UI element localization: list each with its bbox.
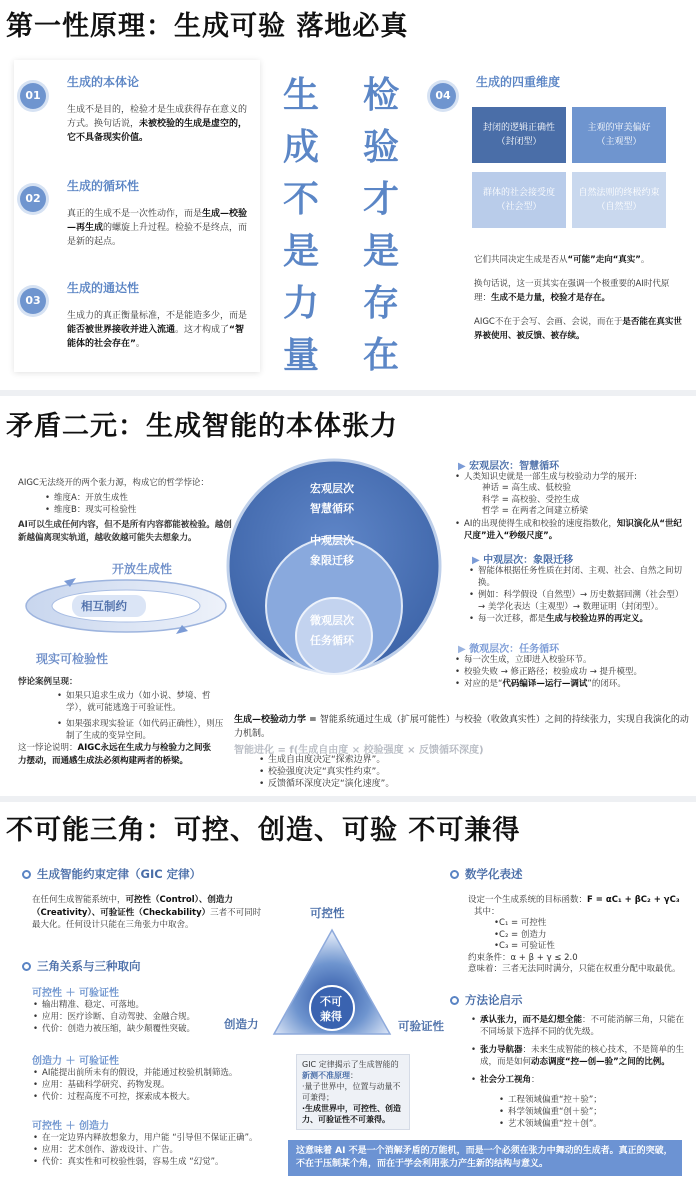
- method-item-1: [470, 1014, 690, 1038]
- big-char-gen-3: 不: [282, 179, 319, 220]
- gic-note-b: 新测不准原理: [302, 1071, 350, 1080]
- aigc-text-a: AIGC不在于会写、会画、会说，而在于: [474, 317, 623, 327]
- dims-conclusion-c: 。: [640, 255, 650, 265]
- text-cycle-b: 生成—校验—再生成: [67, 209, 248, 233]
- duality-intro: AIGC无法绕开的两个张力源，构成它的哲学悖论：: [18, 478, 209, 488]
- label-real-verifiability: 现实可检验性: [36, 652, 109, 666]
- formula-list: [258, 754, 518, 790]
- dim-subjective-label: 主观的审美偏好: [587, 123, 651, 133]
- triangle-center-1: 不可: [320, 995, 342, 1008]
- math-meaning: 意味着：三者无法同时满分，只能在权重分配中取最优。: [468, 964, 681, 974]
- badge-02: 02: [20, 186, 46, 212]
- micro-last-c: ”的闭环。: [587, 679, 626, 689]
- badge-03: 03: [20, 288, 46, 314]
- math-where: 其中：: [474, 906, 500, 917]
- macro-line-1: • 人类知识史就是一部生成与校验动力学的展开:: [454, 471, 690, 483]
- label-mutual-constraint: 相互制约: [81, 599, 127, 613]
- gic-text-a: 在任何生成智能系统中，: [32, 895, 126, 905]
- triangle-center-2: 兼得: [320, 1010, 342, 1023]
- dim-subjective-sub: （主观型）: [596, 137, 642, 147]
- group3-line-1: • 在一定边界内释放想象力，用户能 “引导但不保证正确”。: [32, 1132, 262, 1144]
- gic-text: [32, 894, 262, 932]
- big-char-gen-4: 是: [282, 231, 319, 272]
- text-reach: [67, 309, 249, 351]
- section1-title: 第一性原理：生成可验 落地必真: [6, 11, 409, 42]
- macro-ai-b: 知识演化从“世纪尺度”进入“秒级尺度”。: [464, 519, 682, 541]
- method-item-3: [470, 1074, 690, 1086]
- case-item-2: • 如果强求现实验证（如代码正确性），则压制了生成的变异空间。: [56, 718, 226, 742]
- triangle-top-label: 可控性: [310, 906, 345, 920]
- text-ontology-b: 未被校验的生成是虚空的，它不具备现实价值。: [67, 119, 248, 143]
- principle-text-b: 生成不是力量，校验才是存在。: [491, 293, 611, 303]
- gic-note-e: ·生成世界中，可控性、创造力、可验证性不可兼得。: [302, 1104, 402, 1124]
- big-char-gen-6: 量: [282, 335, 319, 376]
- meso-last-b: 生成与校验边界的再定义。: [546, 614, 649, 624]
- math-title: [450, 866, 523, 882]
- math-var-3: •C₃ = 可验证性: [494, 941, 555, 951]
- dim-closed-label: 封闭的逻辑正确性: [482, 123, 555, 133]
- macro-title: ▶ 宏观层次：智慧循环: [458, 461, 560, 472]
- dim-subjective: [572, 107, 666, 163]
- group1-line-2: • 应用：医疗诊断、自动驾驶、金融合规。: [32, 1011, 262, 1023]
- text-reach-d: “智能体的社会存在”: [67, 325, 244, 349]
- group2-line-3: • 代价：过程高度不可控，探索成本极大。: [32, 1091, 252, 1103]
- big-char-ver-6: 在: [362, 335, 399, 376]
- text-cycle-a: 真正的生成不是一次性动作，而是: [67, 209, 203, 219]
- big-char-ver-5: 存: [362, 283, 399, 324]
- dim-natural-sub: （自然型）: [596, 202, 642, 212]
- big-char-ver-1: 检: [362, 75, 399, 116]
- math-block: [468, 895, 690, 976]
- aigc-text: [474, 315, 686, 343]
- heading-cycle: 生成的循环性: [67, 179, 140, 193]
- impossible-triangle: [268, 922, 396, 1042]
- group3-line-3: • 代价：真实性和可校验性弱，容易生成 “幻觉”。: [32, 1156, 262, 1168]
- math-constraint: 约束条件：α + β + γ ≤ 2.0: [468, 952, 578, 963]
- dims-conclusion: [474, 253, 686, 267]
- group2-head: 创造力 ＋ 可验证性: [32, 1056, 119, 1067]
- macro-sub-2: 科学 = 高校验、受控生成: [482, 494, 580, 505]
- section-duality: [0, 396, 696, 796]
- method-item-1-r: ：不可能消解三角，只能在不同场景下选择不同的优先级。: [480, 1015, 685, 1037]
- meso-line-2: • 例如：科学假设（自然型）→ 历史数据回溯（社会型）→ 美学化表达（主观型）→ 数理证明（封闭型）。: [468, 589, 688, 613]
- evolution-formula: 智能进化 = f(生成自由度 × 校验强度 × 反馈循环深度): [234, 745, 484, 756]
- dim-natural: [572, 172, 666, 228]
- division-2: • 科学领域偏重“创＋验”；: [498, 1106, 688, 1118]
- gic-note-a: GIC 定律揭示了生成智能的: [302, 1060, 399, 1069]
- dynamics-text-b: 智能系统通过生成（扩展可能性）与校验（收敛真实性）之间的持续张力，实现自我演化的动力机制。: [234, 715, 689, 739]
- meso-title: ▶ 中观层次：象限迁移: [472, 555, 574, 566]
- dynamics-text: [234, 713, 690, 741]
- big-char-gen-2: 成: [282, 127, 319, 168]
- gic-text-c: 三者不可同时最大化。任何设计只能在三角张力中取舍。: [32, 907, 262, 930]
- group3-list: [32, 1132, 262, 1168]
- division-3: • 艺术领域偏重“控＋创”。: [498, 1118, 688, 1130]
- math-var-2: •C₂ = 创造力: [494, 929, 547, 940]
- gic-note-d: ·量子世界中，位置与动量不可兼得；: [302, 1082, 401, 1102]
- ring-macro-l2: 智慧循环: [310, 502, 354, 515]
- dims-conclusion-b: “可能”走向“真实”: [567, 255, 641, 265]
- method-item-2: [470, 1044, 690, 1068]
- meso-title-text: 中观层次：象限迁移: [483, 555, 574, 566]
- dynamics-text-a: 生成—校验动力学 =: [234, 715, 320, 725]
- math-function: F = αC₁ + βC₂ + γC₃: [587, 895, 680, 905]
- method-item-3-r: ：: [531, 1075, 540, 1085]
- division-list: [498, 1094, 688, 1130]
- relations-title: [22, 958, 141, 974]
- text-reach-b: 能否被世界接收并进入流通: [67, 325, 176, 335]
- case-title: 悖论案例呈现：: [18, 677, 78, 687]
- gic-note: [296, 1054, 410, 1130]
- badge-01: 01: [20, 83, 46, 109]
- section2-title: 矛盾二元：生成智能的本体张力: [6, 411, 398, 442]
- gic-title: [22, 866, 201, 882]
- micro-last-b: 代码编译—运行—调试: [502, 679, 588, 689]
- relations-title-text: 三角关系与三种取向: [37, 959, 141, 973]
- heading-reach: 生成的通达性: [67, 281, 140, 295]
- section-first-principle: [0, 0, 696, 390]
- triangle-left-label: 创造力: [224, 1017, 259, 1031]
- micro-title-text: 微观层次：任务循环: [469, 644, 560, 655]
- macro-sub-3: 哲学 = 在两者之间建立桥梁: [482, 506, 589, 516]
- math-var-1: •C₁ = 可控性: [494, 918, 547, 928]
- method-title: [450, 992, 523, 1008]
- heading-ontology: 生成的本体论: [67, 75, 140, 89]
- text-reach-e: 。: [135, 339, 145, 349]
- triangle-right-label: 可验证性: [398, 1019, 444, 1033]
- formula-item-2: • 校验强度决定“真实性约束”。: [258, 766, 518, 778]
- dim-social-label: 群体的社会接受度: [482, 188, 555, 198]
- method-icon: [450, 996, 459, 1005]
- math-title-text: 数学化表述: [465, 867, 523, 881]
- paradox-conclusion-b: AIGC永远在生成力与检验力之间张力摆动，而通感生成法必须构建两者的桥梁。: [18, 743, 211, 766]
- aigc-text-b: 是否能在真实世界被使用、被反馈、被存续。: [474, 317, 682, 341]
- badge-04: 04: [430, 83, 456, 109]
- group3-line-2: • 应用：艺术创作、游戏设计、广告。: [32, 1144, 262, 1156]
- macro-sub: [482, 483, 588, 518]
- dims-conclusion-a: 它们共同决定生成是否从: [474, 255, 568, 265]
- principle-text-a: 换句话说，这一页其实在强调一个极重要的AI时代原理：: [474, 279, 670, 303]
- dim-natural-label: 自然法则的终极约束: [578, 188, 660, 198]
- duality-bold: AI可以生成任何内容，但不是所有内容都能被检验。越创新越偏离现实轨道，越收敛越可能失去想象力。: [18, 520, 232, 543]
- ring-meso-l1: 中观层次: [310, 534, 354, 547]
- dim-social-sub: （社会型）: [496, 202, 542, 212]
- method-item-2-r: ：未来生成智能的核心技术，不是简单的生成，而是如何: [480, 1045, 685, 1067]
- big-char-gen-1: 生: [282, 75, 319, 116]
- case-list: [56, 690, 226, 742]
- label-open-generation: 开放生成性: [112, 562, 173, 576]
- macro-ai: [454, 518, 690, 542]
- meso-list: [468, 565, 688, 625]
- gic-note-c: ：: [350, 1071, 358, 1080]
- gic-text-b: 可控性（Control）、创造力（Creativity）、可验证性（Checkability）: [32, 895, 233, 918]
- gic-title-text: 生成智能约束定律（GIC 定律）: [37, 867, 202, 881]
- text-cycle-c: 的螺旋上升过程。检验不是终点，而是新的起点。: [67, 223, 248, 247]
- micro-line-1: • 每一次生成，立即进入校验环节。: [454, 654, 690, 666]
- macro-ai-line: [454, 518, 690, 542]
- text-reach-c: 。这才构成了: [175, 325, 230, 335]
- ring-micro-l2: 任务循环: [310, 634, 354, 647]
- paradox-conclusion: [18, 742, 218, 767]
- method-item-2-b2: 动态调度“控—创—验”之间的比例。: [531, 1057, 670, 1067]
- principle-text: [474, 277, 686, 305]
- case-item-1: • 如果只追求生成力（如小说、梦境、哲学），就可能逃逸于可验证性。: [56, 690, 226, 714]
- micro-last-a: 对应的是“: [464, 679, 503, 689]
- text-cycle: [67, 207, 249, 249]
- text-ontology: [67, 103, 249, 145]
- group3-head: 可控性 ＋ 创造力: [32, 1121, 109, 1132]
- method-item-3-b: 社会分工视角: [480, 1075, 532, 1085]
- duality-dims: [44, 492, 224, 516]
- text-ontology-a: 生成不是目的，检验才是生成获得存在意义的方式。换句话说，: [67, 105, 248, 129]
- math-icon: [450, 870, 459, 879]
- section-impossible-triangle: [0, 802, 696, 1197]
- summary-banner: 这意味着 AI 不是一个消解矛盾的万能机，而是一个必须在张力中舞动的生成者。真正的突破，不在于压制某个角，而在于学会利用张力产生新的结构与意义。: [288, 1140, 682, 1176]
- method-item-1-b: 承认张力，而不是幻想全能: [480, 1015, 583, 1025]
- macro-ai-a: AI的出现使得生成和校验的速度指数化，: [464, 519, 617, 529]
- group2-line-2: • 应用：基础科学研究、药物发现。: [32, 1079, 252, 1091]
- meso-line-1: • 智能体根据任务性质在封闭、主观、社会、自然之间切换。: [468, 565, 688, 589]
- group2-list: [32, 1067, 252, 1103]
- method-list: [470, 1014, 690, 1086]
- formula-item-1: • 生成自由度决定“探索边界”。: [258, 754, 518, 766]
- ring-macro-l1: 宏观层次: [310, 482, 354, 495]
- ring-meso-l2: 象限迁移: [310, 554, 354, 567]
- dim-a: • 维度A：开放生成性: [44, 492, 224, 504]
- method-item-2-b: 张力导航器: [480, 1045, 523, 1055]
- gic-icon: [22, 870, 31, 879]
- meso-last-a: 每一次迁移，都是: [478, 614, 547, 624]
- micro-line-3: [454, 678, 690, 690]
- formula-item-3: • 反馈循环深度决定“演化速度”。: [258, 778, 518, 790]
- micro-line-2: • 校验失败 → 修正路径；校验成功 → 提升模型。: [454, 666, 690, 678]
- group1-line-1: • 输出精准、稳定、可落地。: [32, 999, 262, 1011]
- dim-closed-sub: （封闭型）: [496, 137, 542, 147]
- text-reach-a: 生成力的真正衡量标准，不是能造多少，而是: [67, 311, 248, 321]
- macro-title-text: 宏观层次：智慧循环: [469, 461, 560, 472]
- math-intro: 设定一个生成系统的目标函数：: [468, 895, 588, 905]
- section3-title: 不可能三角：可控、创造、可验 不可兼得: [6, 815, 521, 846]
- division-1: • 工程领域偏重“控＋验”；: [498, 1094, 688, 1106]
- dim-social: [472, 172, 566, 228]
- method-title-text: 方法论启示: [465, 993, 523, 1007]
- dim-closed: [472, 107, 566, 163]
- ring-micro-l1: 微观层次: [310, 614, 354, 627]
- heading-dimensions: 生成的四重维度: [476, 75, 561, 89]
- dim-b: • 维度B：现实可检验性: [44, 504, 224, 516]
- relations-icon: [22, 962, 31, 971]
- micro-list: [454, 654, 690, 690]
- group1-line-3: • 代价：创造力被压缩，缺少颠覆性突破。: [32, 1023, 262, 1035]
- big-char-ver-4: 是: [362, 231, 399, 272]
- big-char-gen-5: 力: [282, 283, 319, 324]
- paradox-conclusion-a: 这一悖论说明：: [18, 743, 78, 753]
- group1-head: 可控性 ＋ 可验证性: [32, 988, 119, 999]
- big-char-ver-3: 才: [362, 179, 399, 220]
- group2-line-1: • AI能提出前所未有的假设，并能通过校验机制筛选。: [32, 1067, 252, 1079]
- macro-sub-1: 神话 = 高生成、低校验: [482, 483, 572, 493]
- meso-line-3: [468, 613, 688, 625]
- macro-list: [454, 471, 690, 483]
- micro-title: ▶ 微观层次：任务循环: [458, 644, 560, 655]
- big-char-ver-2: 验: [362, 127, 399, 168]
